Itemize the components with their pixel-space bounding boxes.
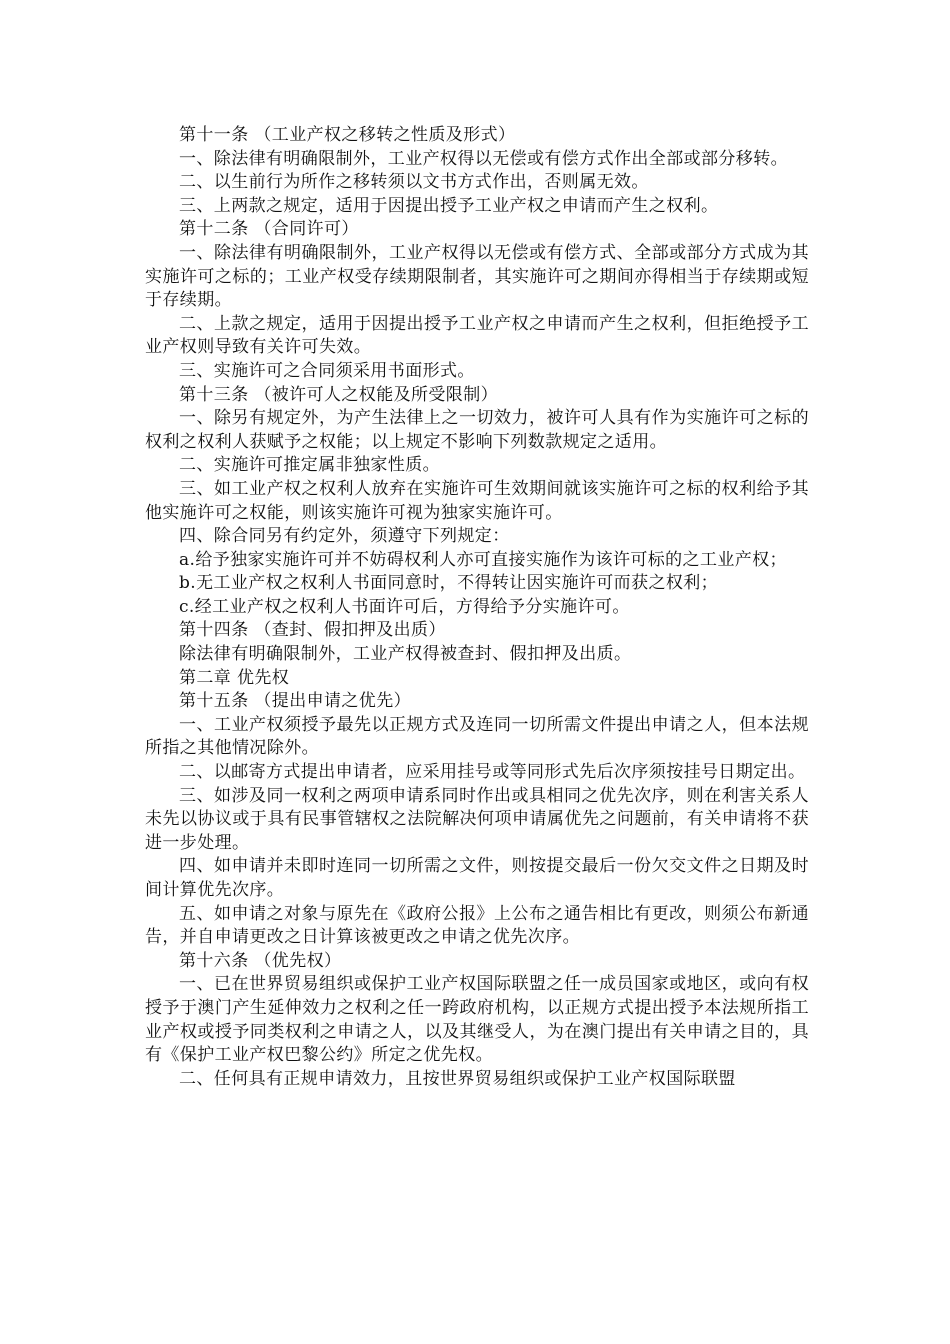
- article-13-item-a: a.给予独家实施许可并不妨碍权利人亦可直接实施作为该许可标的之工业产权；: [179, 549, 787, 570]
- article-13-para-2: 二、实施许可推定属非独家性质。: [179, 455, 440, 476]
- article-11-para-1: 一、除法律有明确限制外，工业产权得以无偿或有偿方式作出全部或部分移转。: [179, 148, 788, 169]
- article-13-para-3: 三、如工业产权之权利人放弃在实施许可生效期间就该实施许可之标的权利给予其他实施许可之权能，则该实施许可视为独家实施许可。: [145, 478, 809, 523]
- article-15-heading: 第十五条 （提出申请之优先）: [179, 691, 412, 712]
- article-15-para-2: 二、以邮寄方式提出申请者，应采用挂号或等同形式先后次序须按挂号日期定出。: [179, 762, 806, 783]
- article-15-para-4: 四、如申请并未即时连同一切所需之文件，则按提交最后一份欠交文件之日期及时间计算优先次序。: [145, 856, 809, 900]
- article-11-para-3: 三、上两款之规定，适用于因提出授予工业产权之申请而产生之权利。: [179, 195, 719, 216]
- article-13-para-4: 四、除合同另有约定外，须遵守下列规定：: [179, 526, 510, 547]
- article-11-heading: 第十一条 （工业产权之移转之性质及形式）: [179, 125, 516, 145]
- article-14-para: 除法律有明确限制外，工业产权得被查封、假扣押及出质。: [179, 644, 632, 665]
- article-12-para-1: 一、除法律有明确限制外，工业产权得以无偿或有偿方式、全部或部分方式成为其实施许可之标的；工业产权受存续期限制者，其实施许可之期间亦得相当于存续期或短于存续期。: [145, 242, 809, 311]
- article-16-heading: 第十六条 （优先权）: [179, 950, 342, 971]
- article-16-para-2: 二、任何具有正规申请效力，且按世界贸易组织或保护工业产权国际联盟: [179, 1068, 736, 1089]
- article-11-para-2: 二、以生前行为所作之移转须以文书方式作出，否则属无效。: [179, 172, 649, 193]
- document-body: [145, 124, 809, 1091]
- article-14-heading: 第十四条 （查封、假扣押及出质）: [179, 620, 446, 641]
- article-12-heading: 第十二条 （合同许可）: [179, 219, 359, 240]
- article-12-para-3: 三、实施许可之合同须采用书面形式。: [179, 360, 475, 381]
- article-13-heading: 第十三条 （被许可人之权能及所受限制）: [179, 384, 499, 405]
- article-15-para-1: 一、工业产权须授予最先以正规方式及连同一切所需文件提出申请之人，但本法规所指之其他情况除外。: [145, 714, 809, 759]
- article-12-para-2: 二、上款之规定，适用于因提出授予工业产权之申请而产生之权利，但拒绝授予工业产权则导致有关许可失效。: [145, 313, 809, 358]
- article-15-para-3: 三、如涉及同一权利之两项申请系同时作出或具相同之优先次序，则在利害关系人未先以协议或于具有民事管辖权之法院解决何项申请属优先之问题前，有关申请将不获进一步处理。: [145, 785, 809, 853]
- article-15-para-5: 五、如申请之对象与原先在《政府公报》上公布之通告相比有更改，则须公布新通告，并自申请更改之日计算该被更改之申请之优先次序。: [145, 903, 809, 948]
- article-16-para-1: 一、已在世界贸易组织或保护工业产权国际联盟之任一成员国家或地区，或向有权授予于澳门产生延伸效力之权利之任一跨政府机构，以正规方式提出授予本法规所指工业产权或授予同类权利之申请之人，以及其继受人，为在澳门提出有关申请之目的，具有《保护工业产权巴黎公约》所定之优先权。: [145, 974, 809, 1066]
- article-13-item-c: c.经工业产权之权利人书面许可后，方得给予分实施许可。: [179, 596, 630, 617]
- article-13-para-1: 一、除另有规定外，为产生法律上之一切效力，被许可人具有作为实施许可之标的权利之权利人获赋予之权能；以上规定不影响下列数款规定之适用。: [145, 408, 809, 452]
- article-13-item-b: b.无工业产权之权利人书面同意时，不得转让因实施许可而获之权利；: [179, 573, 719, 594]
- chapter-2-heading: 第二章 优先权: [179, 667, 290, 688]
